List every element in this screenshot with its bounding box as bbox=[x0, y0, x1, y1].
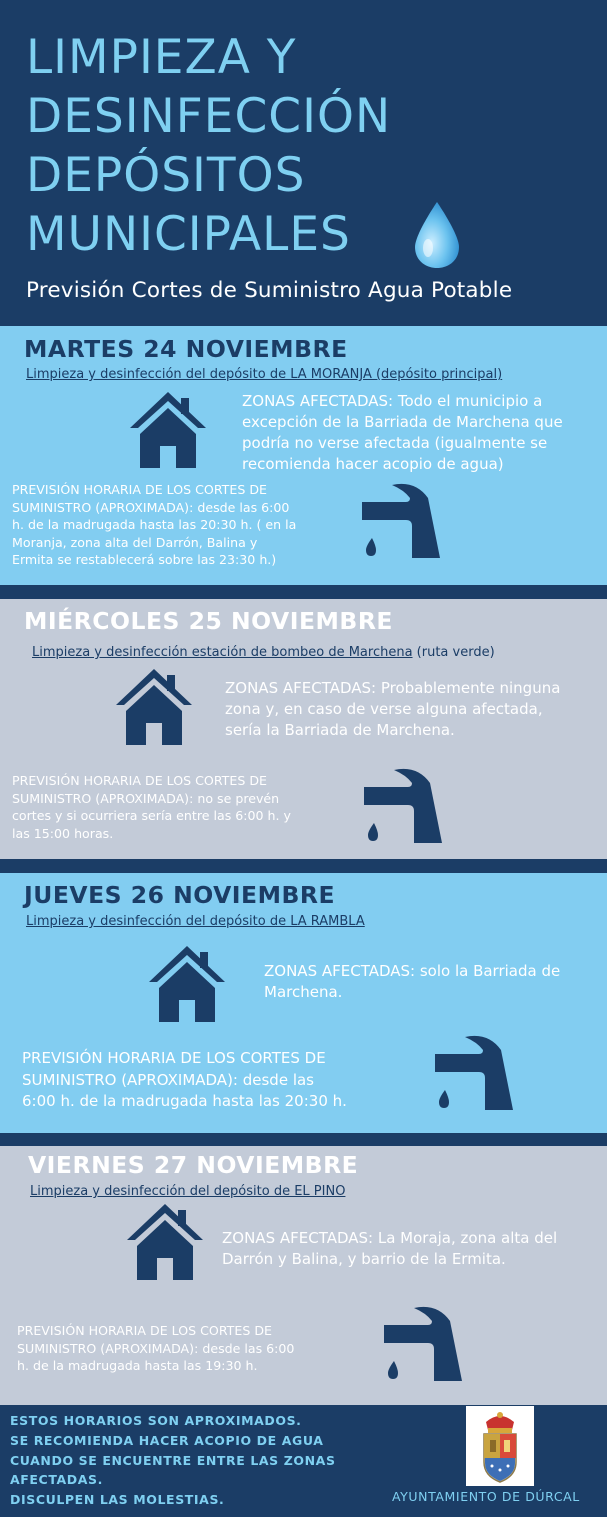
zones-line: ZONAS AFECTADAS: La Moraja, zona alta del bbox=[222, 1229, 558, 1247]
notice-line: DISCULPEN LAS MOLESTIAS. bbox=[10, 1492, 225, 1508]
zones-line: recomienda hacer acopio de agua) bbox=[242, 455, 504, 473]
zones-line: ZONAS AFECTADAS: solo la Barriada de bbox=[264, 962, 561, 980]
zones-line: ZONAS AFECTADAS: Probablemente ninguna bbox=[225, 679, 561, 697]
affected-zones bbox=[222, 1228, 557, 1270]
task-text: Limpieza y desinfección estación de bombeo de Marchena bbox=[32, 645, 413, 660]
task-description: Limpieza y desinfección del depósito de LA RAMBLA bbox=[26, 914, 365, 929]
notice-line: CUANDO SE ENCUENTRE ENTRE LAS ZONAS bbox=[10, 1452, 336, 1468]
organization-name: AYUNTAMIENTO DE DÚRCAL bbox=[392, 1489, 580, 1504]
forecast-line: PREVISIÓN HORARIA DE LOS CORTES DE bbox=[12, 773, 267, 788]
zones-line: zona y, en caso de verse alguna afectada, bbox=[225, 700, 543, 718]
title-line-4: MUNICIPALES bbox=[26, 207, 351, 262]
forecast-line: 6:00 h. de la madrugada hasta las 20:30 h. bbox=[22, 1092, 347, 1110]
municipal-crest-logo bbox=[466, 1406, 534, 1486]
forecast-line: PREVISIÓN HORARIA DE LOS CORTES DE bbox=[12, 482, 267, 497]
title-line-2: DESINFECCIÓN bbox=[26, 89, 392, 144]
house-icon bbox=[125, 1202, 205, 1280]
forecast-line: PREVISIÓN HORARIA DE LOS CORTES DE bbox=[22, 1049, 326, 1067]
section-divider bbox=[0, 585, 607, 599]
title-line-1: LIMPIEZA Y bbox=[26, 30, 297, 85]
forecast-line: Ermita se restablecerá sobre las 23:30 h.) bbox=[12, 552, 277, 567]
day-heading: VIERNES 27 NOVIEMBRE bbox=[28, 1151, 359, 1179]
footer-notice bbox=[10, 1411, 336, 1510]
zones-line: Marchena. bbox=[264, 983, 343, 1001]
task-suffix: (ruta verde) bbox=[412, 645, 495, 660]
outage-forecast bbox=[12, 772, 291, 842]
zones-line: sería la Barriada de Marchena. bbox=[225, 721, 455, 739]
zones-line: Darrón y Balina, y barrio de la Ermita. bbox=[222, 1250, 506, 1268]
house-icon bbox=[128, 390, 208, 468]
forecast-line: cortes y si ocurriera sería entre las 6:00 h. y bbox=[12, 808, 291, 823]
forecast-line: Moranja, zona alta del Darrón, Balina y bbox=[12, 534, 258, 550]
forecast-line: SUMINISTRO (APROXIMADA): no se prevén bbox=[12, 790, 280, 806]
task-description: Limpieza y desinfección del depósito de EL PINO bbox=[30, 1184, 346, 1199]
coat-of-arms-icon bbox=[466, 1406, 534, 1486]
zones-line: excepción de la Barriada de Marchena que bbox=[242, 413, 563, 431]
task-description: Limpieza y desinfección del depósito de LA MORANJA (depósito principal) bbox=[26, 367, 503, 382]
notice-line: AFECTADAS. bbox=[10, 1472, 103, 1488]
forecast-line: PREVISIÓN HORARIA DE LOS CORTES DE bbox=[17, 1323, 272, 1338]
outage-forecast bbox=[22, 1048, 347, 1113]
section-divider bbox=[0, 1133, 607, 1146]
water-tap-icon bbox=[382, 1303, 464, 1383]
affected-zones bbox=[242, 391, 563, 475]
water-tap-icon bbox=[360, 480, 442, 560]
forecast-line: SUMINISTRO (APROXIMADA): desde las 6:00 bbox=[12, 499, 290, 515]
forecast-line: SUMINISTRO (APROXIMADA): desde las 6:00 bbox=[17, 1340, 295, 1356]
outage-forecast bbox=[12, 481, 296, 569]
forecast-line: SUMINISTRO (APROXIMADA): desde las bbox=[22, 1070, 315, 1089]
forecast-line: h. de la madrugada hasta las 19:30 h. bbox=[17, 1358, 258, 1373]
affected-zones bbox=[225, 678, 560, 741]
zones-line: ZONAS AFECTADAS: Todo el municipio a bbox=[242, 392, 543, 410]
day-heading: MIÉRCOLES 25 NOVIEMBRE bbox=[24, 607, 393, 635]
water-drop-icon bbox=[412, 200, 462, 270]
zones-line: podría no verse afectada (igualmente se bbox=[242, 434, 548, 452]
task-description bbox=[32, 645, 495, 660]
house-icon bbox=[147, 944, 227, 1022]
day-heading: JUEVES 26 NOVIEMBRE bbox=[24, 881, 336, 909]
water-tap-icon bbox=[433, 1032, 515, 1112]
forecast-line: h. de la madrugada hasta las 20:30 h. ( en la bbox=[12, 517, 297, 532]
section-divider bbox=[0, 859, 607, 873]
affected-zones bbox=[264, 961, 560, 1003]
title-line-3: DEPÓSITOS bbox=[26, 148, 306, 203]
notice-line: ESTOS HORARIOS SON APROXIMADOS. bbox=[10, 1413, 302, 1428]
notice-line: SE RECOMIENDA HACER ACOPIO DE AGUA bbox=[10, 1432, 324, 1448]
water-tap-icon bbox=[362, 765, 444, 845]
subtitle: Previsión Cortes de Suministro Agua Potable bbox=[26, 278, 513, 303]
day-heading: MARTES 24 NOVIEMBRE bbox=[24, 335, 348, 363]
outage-forecast bbox=[17, 1322, 294, 1375]
forecast-line: las 15:00 horas. bbox=[12, 825, 114, 841]
house-icon bbox=[114, 667, 194, 745]
